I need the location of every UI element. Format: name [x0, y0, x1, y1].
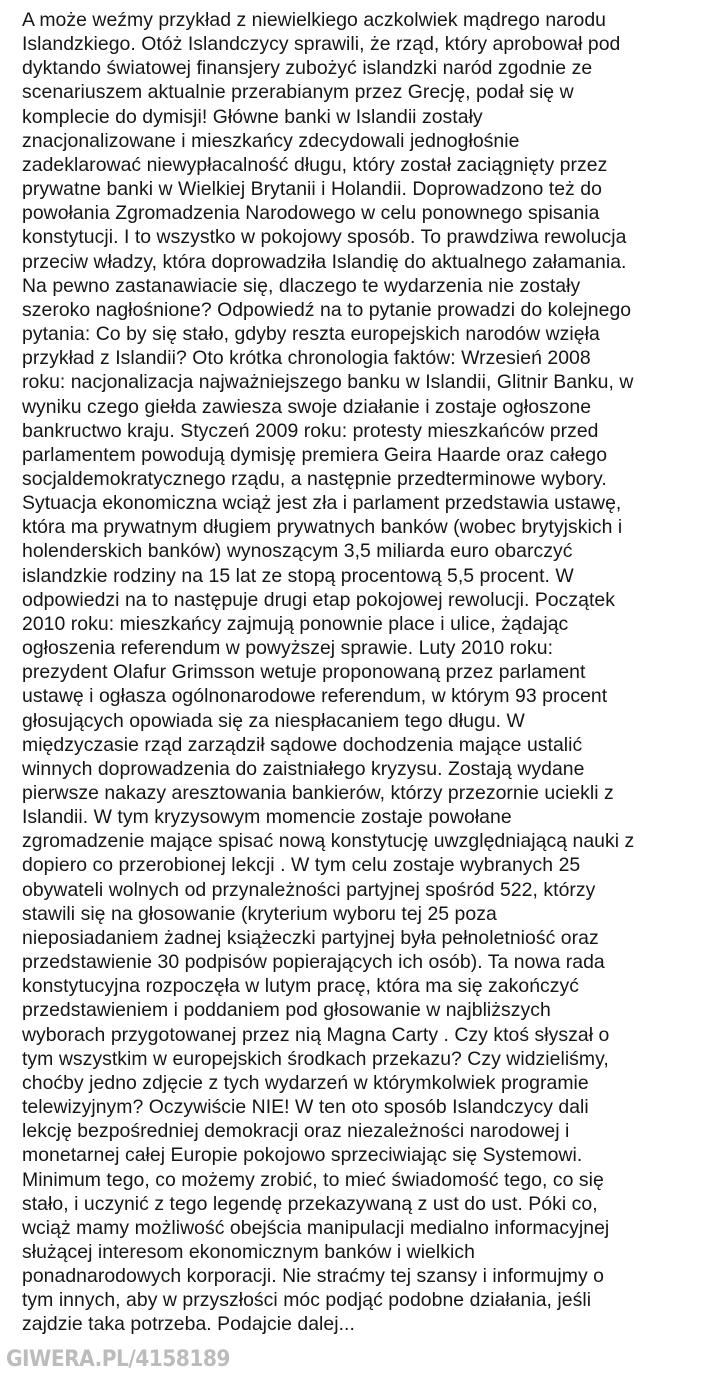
site-watermark: GIWERA.PL/4158189 [6, 1347, 230, 1372]
article-body-text: A może weźmy przykład z niewielkiego aczkolwiek mądrego narodu Islandzkiego. Otóż Islandczycy sprawili, że rząd, który aprobował pod dyktando światowej finansjery zubożyć islandzki naród zgodnie ze scenariuszem aktualnie przerabianym przez Grecję, podał się w komplecie do dymisji! Główne banki w Islandii zostały znacjonalizowane i mieszkańcy zdecydowali jednogłośnie zadeklarować niewypłacalność długu, który został zaciągnięty przez prywatne banki w Wielkiej Brytanii i Holandii. Doprowadzono też do powołania Zgromadzenia Narodowego w celu ponownego spisania konstytucji. I to wszystko w pokojowy sposób. To prawdziwa rewolucja przeciw władzy, która doprowadziła Islandię do aktualnego załamania. Na pewno zastanawiacie się, dlaczego te wydarzenia nie zostały szeroko nagłośnione? Odpowiedź na to pytanie prowadzi do kolejnego pytania: Co by się stało, gdyby reszta europejskich narodów wzięła przykład z Islandii? Oto krótka chronologia faktów: Wrzesień 2008 roku: nacjonalizacja najważniejszego banku w Islandii, Glitnir Banku, w wyniku czego giełda zawiesza swoje działanie i zostaje ogłoszone bankructwo kraju. Styczeń 2009 roku: protesty mieszkańców przed parlamentem powodują dymisję premiera Geira Haarde oraz całego socjaldemokratycznego rządu, a następnie przedterminowe wybory. Sytuacja ekonomiczna wciąż jest zła i parlament przedstawia ustawę, która ma prywatnym długiem prywatnych banków (wobec brytyjskich i holenderskich banków) wynoszącym 3,5 miliarda euro obarczyć islandzkie rodziny na 15 lat ze stopą procentową 5,5 procent. W odpowiedzi na to następuje drugi etap pokojowej rewolucji. Początek 2010 roku: mieszkańcy zajmują ponownie place i ulice, żądając ogłoszenia referendum w powyższej sprawie. Luty 2010 roku: prezydent Olafur Grimsson wetuje proponowaną przez parlament ustawę i ogłasza ogólnonarodowe referendum, w którym 93 procent głosujących opowiada się za niespłacaniem tego długu. W międzyczasie rząd zarządził sądowe dochodzenia mające ustalić winnych doprowadzenia do zaistniałego kryzysu. Zostają wydane pierwsze nakazy aresztowania bankierów, którzy przezornie uciekli z Islandii. W tym kryzysowym momencie zostaje powołane zgromadzenie mające spisać nową konstytucję uwzględniającą nauki z dopiero co przerobionej lekcji . W tym celu zostaje wybranych 25 obywateli wolnych od przynależności partyjnej spośród 522, którzy stawili się na głosowanie (kryterium wyboru tej 25 poza nieposiadaniem żadnej książeczki partyjnej była pełnoletniość oraz przedstawienie 30 podpisów popierających ich osób). Ta nowa rada konstytucyjna rozpoczęła w lutym pracę, która ma się zakończyć przedstawieniem i poddaniem pod głosowanie w najbliższych wyborach przygotowanej przez nią Magna Carty . Czy ktoś słyszał o tym wszystkim w europejskich środkach przekazu? Czy widzieliśmy, choćby jedno zdjęcie z tych wydarzeń w którymkolwiek programie telewizyjnym? Oczywiście NIE! W ten oto sposób Islandczycy dali lekcję bezpośredniej demokracji oraz niezależności narodowej i monetarnej całej Europie pokojowo sprzeciwiając się Systemowi. Minimum tego, co możemy zrobić, to mieć świadomość tego, co się stało, i uczynić z tego legendę przekazywaną z ust do ust. Póki co, wciąż mamy możliwość obejścia manipulacji medialno informacyjnej służącej interesom ekonomicznym banków i wielkich ponadnarodowych korporacji. Nie straćmy tej szansy i informujmy o tym innych, aby w przyszłości móc podjąć podobne działania, jeśli zajdzie taka potrzeba. Podajcie dalej... [22, 9, 635, 1336]
